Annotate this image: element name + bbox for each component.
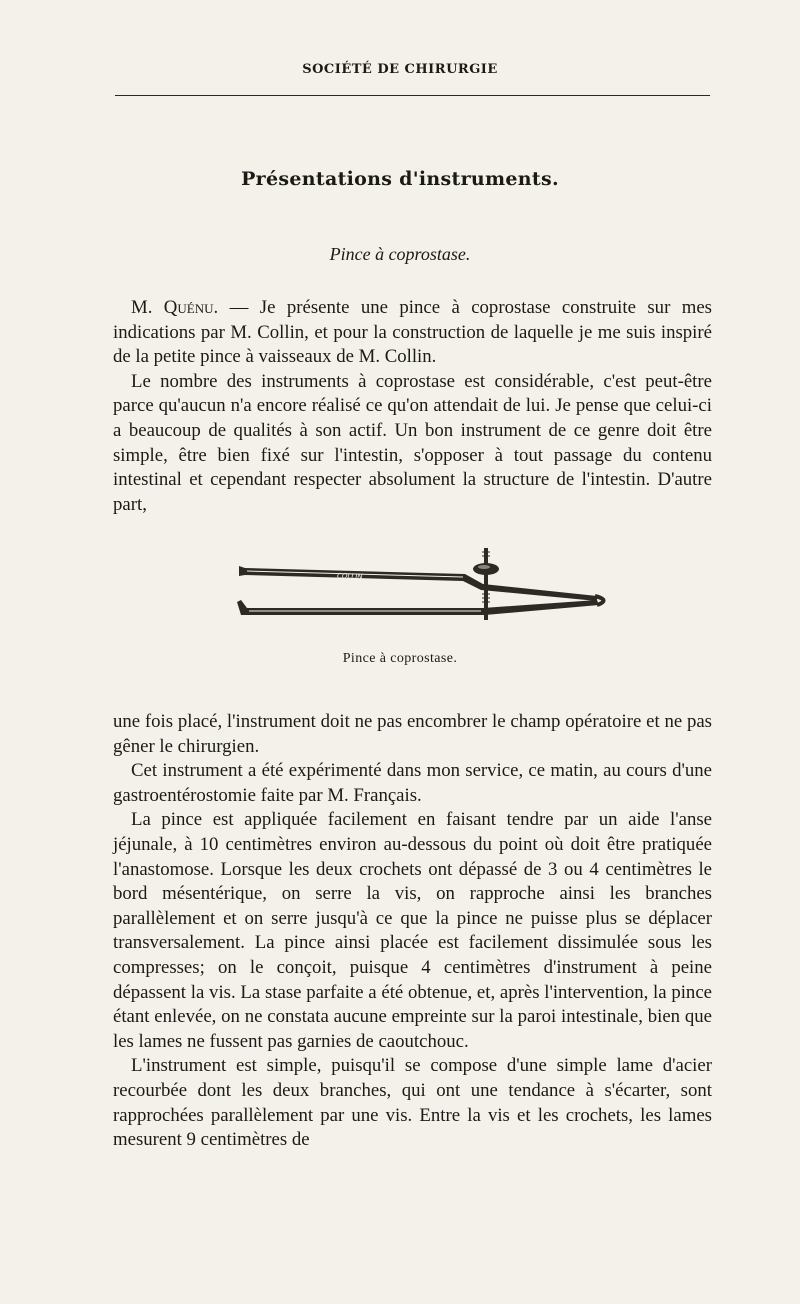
engraved-maker-mark: COLLIN (336, 572, 363, 581)
paragraph (113, 296, 712, 370)
upper-blade (245, 568, 597, 601)
text-block-after-figure (113, 710, 712, 1153)
lower-blade (247, 600, 599, 615)
forceps-illustration (225, 538, 615, 648)
paragraph: La pince est appliquée facilement en faisant tendre par un aide l'anse jéjunale, à 10 centimètres environ au-dessous du point où doit être pratiquée l'anastomose. Lorsque les deux crochets ont dépassé de 3 ou 4 centimètres le bord mésentérique, on serre la vis, on rapproche ainsi les branches parallèlement et on serre jusqu'à ce que la pince ne puisse plus se déplacer transversalement. La pince ainsi placée est facilement dissimulée sous les compresses; on le conçoit, puisque 4 centimètres d'instrument à peine dépassent la vis. La stase parfaite a été obtenue, et, après l'intervention, la pince étant enlevée, on ne constata aucune empreinte sur la paroi intestinale, bien que les lames ne fussent pas garnies de caoutchouc. (113, 809, 712, 1052)
text-block-before-figure (113, 296, 712, 517)
paragraph: Le nombre des instruments à coprostase est considérable, c'est peut-être parce qu'aucun n'a encore réalisé ce qu'on attendait de lui. Je pense que celui-ci a beaucoup de qualités à son actif. Un bon instrument de ce genre doit être simple, être bien fixé sur l'intestin, s'opposer à tout passage du contenu intestinal et cependant respecter absolument la structure de l'intestin. D'autre part, (113, 370, 712, 515)
subsection-title: Pince à coprostase. (329, 244, 471, 264)
figure-caption: Pince à coprostase. (342, 651, 458, 666)
forceps-figure (225, 538, 615, 648)
speaker-name: M. Quénu. (131, 297, 219, 318)
section-title: Présentations d'instruments. (241, 168, 559, 190)
paragraph: une fois placé, l'instrument doit ne pas encombrer le champ opératoire et ne pas gêner le chirurgien. (113, 711, 712, 757)
running-head: SOCIÉTÉ DE CHIRURGIE (302, 62, 498, 77)
paragraph: Cet instrument a été expérimenté dans mon service, ce matin, au cours d'une gastroentérostomie faite par M. Français. (113, 760, 712, 806)
paragraph-text: — Je présente une pince à coprostase construite sur mes indications par M. Collin, et pour la construction de laquelle je me suis inspiré de la petite pince à vaisseaux de M. Collin. (113, 297, 712, 368)
paragraph: L'instrument est simple, puisqu'il se compose d'une simple lame d'acier recourbée dont les deux branches, qui ont une tendance à s'écarter, sont rapprochées parallèlement par une vis. Entre la vis et les crochets, les lames mesurent 9 centimètres de (113, 1055, 712, 1151)
header-rule (115, 95, 710, 96)
